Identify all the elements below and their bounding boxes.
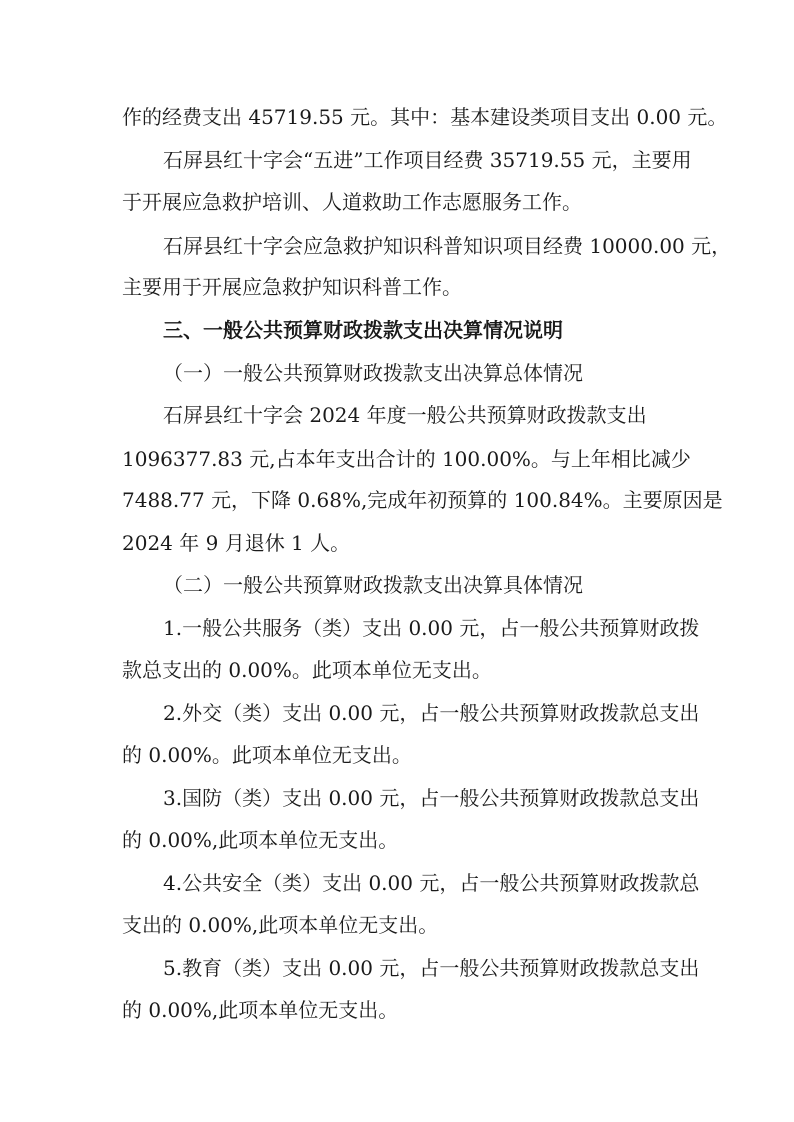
paragraph-line: 于开展应急救护培训、人道救助工作志愿服务工作。: [122, 190, 582, 214]
paragraph-line: 的 0.00%,此项本单位无支出。: [122, 828, 399, 852]
paragraph-line: 石屏县红十字会应急救护知识科普知识项目经费 10000.00 元，: [163, 234, 732, 258]
paragraph-line: 石屏县红十字会 2024 年度一般公共预算财政拨款支出: [163, 403, 647, 427]
paragraph-line: 的 0.00%。此项本单位无支出。: [122, 743, 412, 767]
paragraph-line: 1096377.83 元,占本年支出合计的 100.00%。与上年相比减少: [122, 447, 691, 471]
subsection-heading: （二）一般公共预算财政拨款支出决算具体情况: [163, 573, 583, 597]
paragraph-line: 主要用于开展应急救护知识科普工作。: [122, 275, 462, 299]
paragraph-line: 3.国防（类）支出 0.00 元，占一般公共预算财政拨款总支出: [163, 786, 700, 810]
paragraph-line: 2.外交（类）支出 0.00 元，占一般公共预算财政拨款总支出: [163, 701, 700, 725]
subsection-heading: （一）一般公共预算财政拨款支出决算总体情况: [163, 361, 583, 385]
section-heading: 三、一般公共预算财政拨款支出决算情况说明: [163, 318, 563, 342]
paragraph-line: 支出的 0.00%,此项本单位无支出。: [122, 913, 439, 937]
paragraph-line: 石屏县红十字会“五进”工作项目经费 35719.55 元，主要用: [163, 148, 692, 172]
paragraph-line: 4.公共安全（类）支出 0.00 元，占一般公共预算财政拨款总: [163, 871, 700, 895]
paragraph-line: 的 0.00%,此项本单位无支出。: [122, 998, 399, 1022]
paragraph-line: 作的经费支出 45719.55 元。其中：基本建设类项目支出 0.00 元。: [122, 105, 728, 129]
paragraph-line: 1.一般公共服务（类）支出 0.00 元，占一般公共预算财政拨: [163, 616, 700, 640]
paragraph-line: 5.教育（类）支出 0.00 元，占一般公共预算财政拨款总支出: [163, 956, 700, 980]
paragraph-line: 7488.77 元，下降 0.68%,完成年初预算的 100.84%。主要原因是: [122, 488, 723, 512]
paragraph-line: 2024 年 9 月退休 1 人。: [122, 531, 351, 555]
paragraph-line: 款总支出的 0.00%。此项本单位无支出。: [122, 658, 492, 682]
